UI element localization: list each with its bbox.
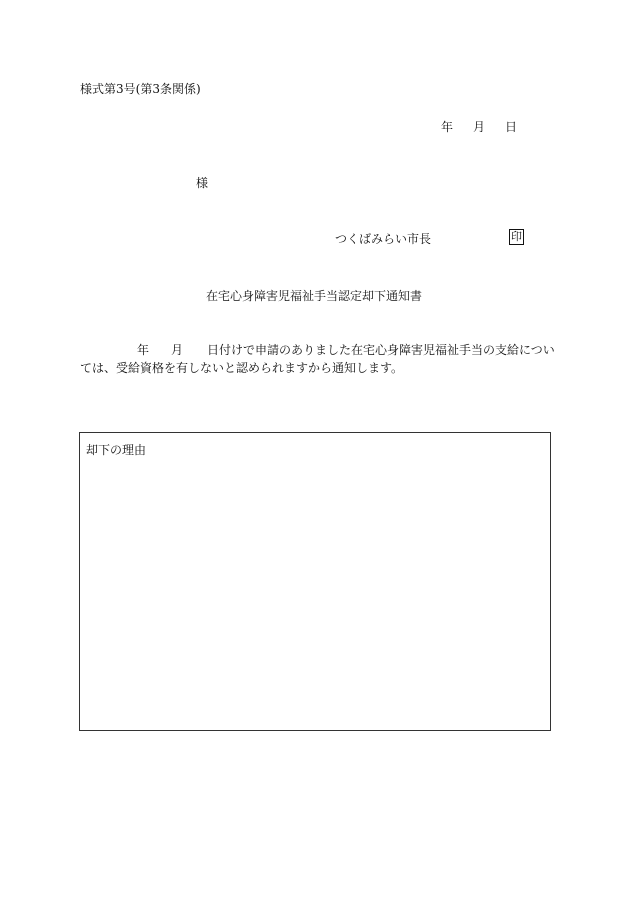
- rejection-reason-box: [79, 432, 551, 731]
- body-line-1: [80, 341, 555, 359]
- date-line: [441, 118, 517, 135]
- document-title: 在宅心身障害児福祉手当認定却下通知書: [206, 289, 423, 303]
- issuer-name: つくばみらい市長: [335, 232, 432, 246]
- body-line-2: ては、受給資格を有しないと認められますから通知します。: [80, 361, 404, 375]
- rejection-reason-label: 却下の理由: [86, 443, 147, 457]
- seal-stamp: 印: [511, 230, 522, 243]
- body-month-label: 月: [171, 343, 184, 357]
- form-number: 様式第3号(第3条関係): [80, 82, 201, 96]
- notice-body: [80, 341, 555, 377]
- date-day-label: 日: [505, 120, 518, 134]
- body-year-label: 年: [137, 343, 150, 357]
- date-month-label: 月: [473, 120, 486, 134]
- recipient-honorific: 様: [196, 176, 209, 190]
- date-year-label: 年: [441, 120, 454, 134]
- body-line-1-text: 日付けで申請のありました在宅心身障害児福祉手当の支給につい: [207, 343, 555, 357]
